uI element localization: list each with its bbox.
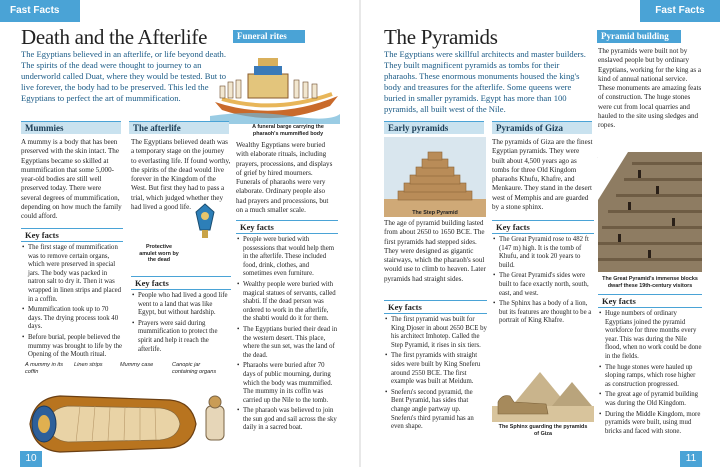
page-title-left: Death and the Afterlife — [21, 25, 208, 49]
list-item: • Sneferu's second pyramid, the Bent Pyramid, has sides that change angle partway up. Sneferu's third pyramid has an even shape. — [384, 389, 487, 432]
intro-left: The Egyptians believed in an afterlife, or life beyond death. The spirits of the dead were thought to journey to an underworld called Duat, where they would be tested. But to live forever, the body had to be preserved. This led the Egyptians to perfect the art of mummification. — [21, 49, 226, 103]
list-item: • The first pyramids with straight sides were built by King Sneferu around 2550 BCE. The first example was built at Meidum. — [384, 352, 487, 386]
funeral-key-facts-title: Key facts — [236, 221, 338, 234]
sphinx-caption: The Sphinx guarding the pyramids of Giza — [498, 424, 588, 437]
list-item: • During the Middle Kingdom, more pyramids were built, using mud bricks and faced with stone. — [598, 411, 702, 437]
list-item: • The huge stones were hauled up sloping ramps, which rose higher as construction progressed. — [598, 364, 702, 390]
sphinx-photo — [492, 362, 594, 422]
early-key-facts-title: Key facts — [384, 301, 487, 314]
page-number-right: 11 — [680, 451, 702, 467]
mummies-key-facts-list — [21, 244, 123, 360]
linen-strips-label: Linen strips — [74, 362, 103, 368]
funeral-key-facts — [236, 220, 338, 435]
list-item: • Wealthy people were buried with magical statues of servants, called shabti. If the dead person was ordered to work in the afterlife, the shabti would do it for them. — [236, 281, 338, 324]
giza-heading: Pyramids of Giza — [492, 121, 592, 134]
mummies-heading: Mummies — [21, 121, 121, 134]
funeral-barge-caption: A funeral barge carrying the pharaoh's mummified body — [252, 124, 324, 137]
list-item: • The great age of pyramid building was during the Old Kingdom. — [598, 391, 702, 408]
list-item: • The Great Pyramid rose to 482 ft (147 m) high. It is the tomb of Khufu, and it took 20 years to build. — [492, 236, 594, 270]
amulet-icon — [188, 200, 222, 242]
early-key-facts-list — [384, 316, 487, 432]
afterlife-key-facts — [131, 276, 231, 356]
giza-key-facts — [492, 220, 594, 328]
afterlife-body: The Egyptians believed death was a temporary stage on the journey to everlasting life. If found worthy, the spirits of the dead would live forever in the Kingdom of the West. But first they had to pass a trial, which judged whether they had lived a good life. — [131, 138, 231, 212]
afterlife-key-facts-list — [131, 292, 231, 354]
canopic-jar-label: Canopic jar containing organs — [172, 362, 217, 375]
page-divider — [359, 0, 361, 467]
mummy-illustration — [20, 384, 230, 454]
pyramid-building-heading: Pyramid building — [597, 30, 681, 43]
building-key-facts — [598, 294, 702, 438]
list-item: • The pharaoh was believed to join the sun god and sail across the sky daily in a sacred boat. — [236, 407, 338, 433]
great-pyramid-photo — [598, 140, 702, 272]
list-item: • The Sphinx has a body of a lion, but its features are thought to be a portrait of King Khafre. — [492, 300, 594, 326]
mummies-key-facts-title: Key facts — [21, 229, 123, 242]
pyramid-building-body: The pyramids were built not by enslaved people but by ordinary Egyptians, working for the king as a kind of annual national service. These monuments are amazing feats of construction. The huge stones were cut from local quarries and hauled to the site using sledges and ropes. — [598, 47, 702, 130]
list-item: • The first stage of mummification was to remove certain organs, which were preserved in special jars. The body was packed in natron salt to dry it. Then it was wrapped in linen strips and placed in a coffin. — [21, 244, 123, 304]
page-number-left: 10 — [20, 451, 42, 467]
afterlife-key-facts-title: Key facts — [131, 277, 231, 290]
list-item: • People were buried with possessions that would help them in the afterlife. These included food, drink, clothes, and sometimes even furniture. — [236, 236, 338, 279]
building-key-facts-title: Key facts — [598, 295, 702, 308]
funeral-rites-heading: Funeral rites — [233, 30, 305, 43]
step-pyramid-caption: The Step Pyramid — [412, 210, 458, 216]
bottom-spacer-left — [42, 453, 360, 467]
mummies-key-facts — [21, 228, 123, 362]
list-item: • The Egyptians buried their dead in the western desert. This place, where the sun set, was the land of the dead. — [236, 326, 338, 360]
list-item: • Huge numbers of ordinary Egyptians joined the pyramid workforce for three months every year. This was during the Nile flood, when no work could be done in the fields. — [598, 310, 702, 362]
mummy-case-label: Mummy case — [120, 362, 154, 368]
list-item: • The first pyramid was built for King Djoser in about 2650 BCE by his architect Imhotep. Called the Step Pyramid, it rises in six tiers. — [384, 316, 487, 350]
early-pyramids-body: The age of pyramid building lasted from about 2650 to 1650 BCE. The first pyramids had stepped sides. They were designed as gigantic stairways, which the pharaoh's soul would use to climb to heaven. Later pyramids had straight sides. — [384, 219, 486, 283]
step-pyramid-photo — [384, 137, 486, 217]
list-item: • Mummification took up to 70 days. The drying process took 40 days. — [21, 306, 123, 332]
giza-key-facts-title: Key facts — [492, 221, 594, 234]
list-item: • Pharaohs were buried after 70 days of public mourning, during which the body was mummified. The mummy in its coffin was carried up the Nile to the tomb. — [236, 362, 338, 405]
intro-right: The Egyptians were skillful architects and master builders. They built magnificent pyramids as tombs for their pharaohs. These enormous monuments housed the king's body and treasures for the afterlife. Some queens were buried in smaller pyramids. Egypt has more than 100 pyramids, all built west of the Nile. — [384, 49, 586, 114]
fast-facts-tab-left: Fast Facts — [0, 0, 80, 22]
building-key-facts-list — [598, 310, 702, 436]
early-key-facts — [384, 300, 487, 434]
great-pyramid-caption: The Great Pyramid's immense blocks dwarf these 19th-century visitors — [602, 276, 698, 289]
amulet-caption: Protective amulet worn by the dead — [139, 244, 179, 263]
mummy-coffin-label: A mummy in its coffin — [25, 362, 64, 375]
funeral-barge-illustration — [210, 44, 340, 124]
list-item: • Prayers were said during mummification to protect the spirit and help it reach the afterlife. — [131, 320, 231, 354]
list-item: • Before burial, people believed the mummy was brought to life by the Opening of the Mouth ritual. — [21, 334, 123, 360]
funeral-rites-body: Wealthy Egyptians were buried with elaborate rituals, including prayers, processions, and displays of grief by hired mourners. Funerals of pharaohs were very elaborate. Ordinary people also had prayers and processions, but on a much smaller scale. — [236, 141, 333, 215]
mummies-body: A mummy is a body that has been preserved with the skin intact. The Egyptians became so skilled at mummification that some 5,000-year-old bodies are still well preserved today. There were several degrees of mummification, depending on how much the family could afford. — [21, 138, 122, 221]
afterlife-heading: The afterlife — [129, 121, 229, 134]
giza-key-facts-list — [492, 236, 594, 326]
fast-facts-tab-right: Fast Facts — [640, 0, 720, 22]
early-pyramids-heading: Early pyramids — [384, 121, 484, 134]
funeral-key-facts-list — [236, 236, 338, 433]
giza-body: The pyramids of Giza are the finest Egyptian pyramids. They were built about 4,500 years ago as tombs for three Old Kingdom pharaohs Khufu, Khafre, and Menkaure. They stand in the desert west of Memphis and are guarded by a stone sphinx. — [492, 138, 593, 212]
page-title-right: The Pyramids — [384, 25, 498, 49]
list-item: • People who had lived a good life went to a land that was like Egypt, but without hardship. — [131, 292, 231, 318]
list-item: • The Great Pyramid's sides were built to face exactly north, south, east, and west. — [492, 272, 594, 298]
